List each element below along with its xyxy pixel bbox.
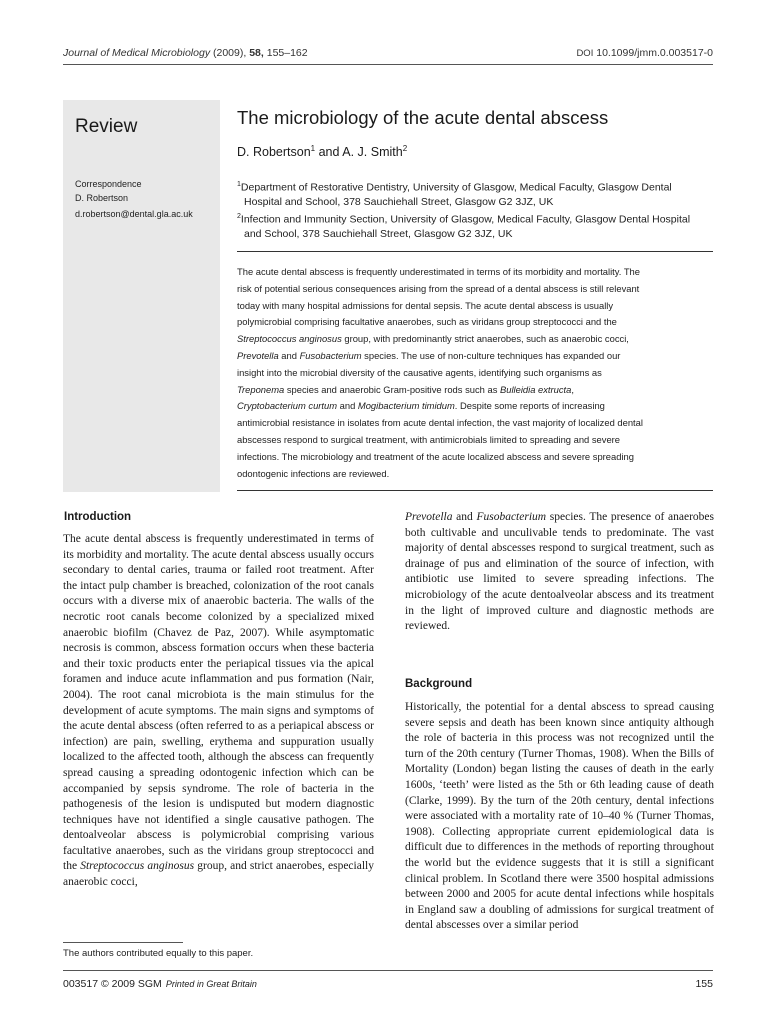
affiliation-2-line-2: and School, 378 Sauchiehall Street, Glasgow G2 3JZ, UK — [244, 228, 513, 240]
abstract-line — [237, 398, 714, 415]
correspondence-block — [75, 177, 193, 221]
article-title: The microbiology of the acute dental abscess — [237, 107, 609, 128]
footer-rule — [63, 970, 713, 971]
journal-citation — [63, 47, 308, 59]
abstract-line — [237, 331, 714, 348]
abstract-line: polymicrobial comprising facultative anaerobes, such as viridans group streptococci and the — [237, 316, 617, 328]
intro-taxon: Streptococcus anginosus — [80, 860, 195, 873]
abstract-text: species and anaerobic Gram-positive rods such as — [284, 383, 500, 395]
abstract-taxon: Fusobacterium — [299, 349, 362, 361]
journal-year: (2009), — [213, 47, 247, 59]
footer-code: 003517 © 2009 SGM — [63, 978, 162, 990]
abstract-line: today with many hospital admissions for dental sepsis. The acute dental abscess is usually — [237, 299, 614, 311]
abstract-bottom-rule — [237, 490, 713, 491]
abstract — [237, 264, 714, 482]
abstract-text: group, with predominantly strict anaerobes, such as anaerobic cocci, — [341, 333, 629, 345]
sidebar-panel — [63, 100, 220, 492]
intro-text: species. The presence of anaerobes both cultivable and unculivable tends to predominate. The vast majority of dental abscesses respond to surgical treatment, such as drainage of pus and elimination of the source of infection, with antibiotic use limited to severe spreading infections. The microbiology of the acute dentoalveolar abscess and its treatment in the light of improved culture and diagnostic methods are reviewed. — [405, 511, 715, 633]
abstract-text: species. The use of non-culture techniques has expanded our — [361, 349, 621, 361]
affiliation-1-line-2: Hospital and School, 378 Sauchiehall Street, Glasgow G2 3JZ, UK — [244, 196, 554, 208]
affiliation-1-line-1: Department of Restorative Dentistry, University of Glasgow, Medical Faculty, Glasgow Dental — [240, 181, 672, 194]
abstract-line: The acute dental abscess is frequently underestimated in terms of its morbidity and mortality. The — [237, 266, 640, 277]
doi-label: DOI — [576, 48, 594, 59]
author-2-affil: 2 — [402, 144, 408, 153]
page-number: 155 — [695, 978, 713, 990]
author-2: A. J. Smith — [342, 145, 403, 160]
footnote-rule — [63, 942, 183, 943]
doi-reference — [576, 47, 713, 59]
journal-name: Journal of Medical Microbiology — [63, 47, 211, 59]
abstract-taxon: Prevotella — [237, 349, 279, 361]
affiliation-2-line-1: Infection and Immunity Section, University of Glasgow, Medical Faculty, Glasgow Dental Hospital — [240, 213, 691, 226]
author-1-affil: 1 — [310, 144, 316, 153]
affiliation-1-number: 1 — [237, 181, 241, 188]
correspondent-name: D. Robertson — [75, 193, 129, 203]
abstract-line: infections. The microbiology and treatment of the acute localized abscess and severe spreading — [237, 450, 634, 462]
abstract-text: and — [278, 349, 300, 361]
abstract-text: . Despite some reports of increasing — [454, 400, 605, 412]
abstract-line: odontogenic infections are reviewed. — [237, 467, 390, 479]
abstract-taxon: Cryptobacterium curtum — [237, 400, 338, 412]
background-heading: Background — [405, 678, 473, 690]
abstract-line: abscesses respond to surgical treatment, with antimicrobials limited to spreading and severe — [237, 433, 621, 445]
abstract-taxon: Mogibacterium timidum — [357, 400, 455, 412]
abstract-line — [237, 382, 714, 399]
correspondent-email[interactable]: d.robertson@dental.gla.ac.uk — [75, 209, 193, 219]
footer-printed: Printed in Great Britain — [165, 979, 257, 989]
author-and: and — [318, 145, 340, 160]
abstract-text: and — [337, 400, 358, 412]
affiliation-2 — [237, 210, 717, 242]
abstract-top-rule — [237, 251, 713, 252]
abstract-line: risk of potential serious consequences arising from the spread of a dental abscess is still relevant — [237, 282, 640, 294]
journal-volume: 58, — [249, 47, 264, 59]
footnote: The authors contributed equally to this paper. — [63, 948, 254, 959]
abstract-text: , — [571, 383, 574, 395]
abstract-taxon: Streptococcus anginosus — [237, 333, 342, 345]
abstract-line — [237, 348, 714, 365]
journal-pages: 155–162 — [266, 47, 308, 59]
author-list — [237, 144, 407, 159]
author-1: D. Robertson — [237, 145, 311, 160]
correspondence-label: Correspondence — [75, 179, 142, 189]
introduction-paragraph — [63, 532, 374, 891]
footer-left — [63, 978, 257, 990]
intro-text: The acute dental abscess is frequently underestimated in terms of its morbidity and mortality. The acute dental abscess usually occurs secondary to dental caries, trauma or failed root treatment. After the intact pulp chamber is breached, colonization of the root canals occurs with a diverse mix of anaerobic bacteria. The walls of the necrotic root canals become colonized by a specialized mixed anaerobic biofilm (Chavez de Paz, 2007). While asymptomatic necrosis is common, abscess formation occurs when these bacteria and their toxic products enter the periapical tissues via the apical foramen and induce acute inflammation and pus formation (Nair, 2004). The root canal microbiota is the main stimulus for the development of acute symptoms. The main signs and symptoms of the acute dental abscess (often referred to as a periapical abscess or infection) are pain, swelling, erythema and suppuration usually localized to the affected tooth, although the abscess can frequently spread causing a spreading odontogenic infection which can be accompanied by sepsis syndrome. The role of bacteria in the pathogenesis of the lesion is undisputed but modern diagnostic techniques have not identified a single causative pathogen. The dentoalveolar abscess is polymicrobial comprising various facultative anaerobes, such as the viridans group streptococci and the — [63, 533, 374, 873]
abstract-line: antimicrobial resistance in isolates from acute dental infection, the vast majority of localized dental — [237, 417, 643, 429]
background-paragraph: Historically, the potential for a dental abscess to spread causing severe sepsis and death has been known since antiquity although the role of bacteria in this process was not recognized until the turn of the 20th century (Turner Thomas, 1908). When the Bills of Mortality (London) began listing the causes of death in the early 1600s, ‘teeth’ were listed as the 5th or 6th leading cause of death (Clarke, 1999). By the turn of the 20th century, dental infections were associated with a mortality rate of 10–40 % (Turner Thomas, 1908). Collecting appropriate current epidemiological data is difficult due to differences in the methods of reporting throughout the world but the evidence suggests that it is still a significant clinical problem. In Scotland there were 3500 hospital admissions between 2000 and 2005 for acute dental infections while hospitals in England saw a doubling of admissions for surgical treatment of dental abscesses over a similar period — [405, 701, 714, 932]
intro-taxon: Prevotella — [405, 511, 453, 523]
abstract-taxon: Bulleidia extructa — [499, 383, 572, 395]
header-rule — [63, 64, 713, 65]
section-type: Review — [75, 116, 138, 137]
doi-value: 10.1099/jmm.0.003517-0 — [596, 47, 713, 59]
abstract-line: insight into the microbial diversity of the causative agents, identifying such organisms as — [237, 366, 602, 378]
affiliation-1 — [237, 178, 717, 210]
introduction-paragraph-continued — [405, 510, 714, 635]
introduction-heading: Introduction — [64, 511, 132, 523]
affiliation-2-number: 2 — [237, 213, 241, 220]
intro-text-end: group, and strict anaerobes, especially anaerobic cocci, — [63, 860, 374, 889]
abstract-taxon: Treponema — [237, 383, 285, 395]
intro-text: and — [452, 511, 477, 523]
intro-taxon: Fusobacterium — [476, 511, 547, 523]
